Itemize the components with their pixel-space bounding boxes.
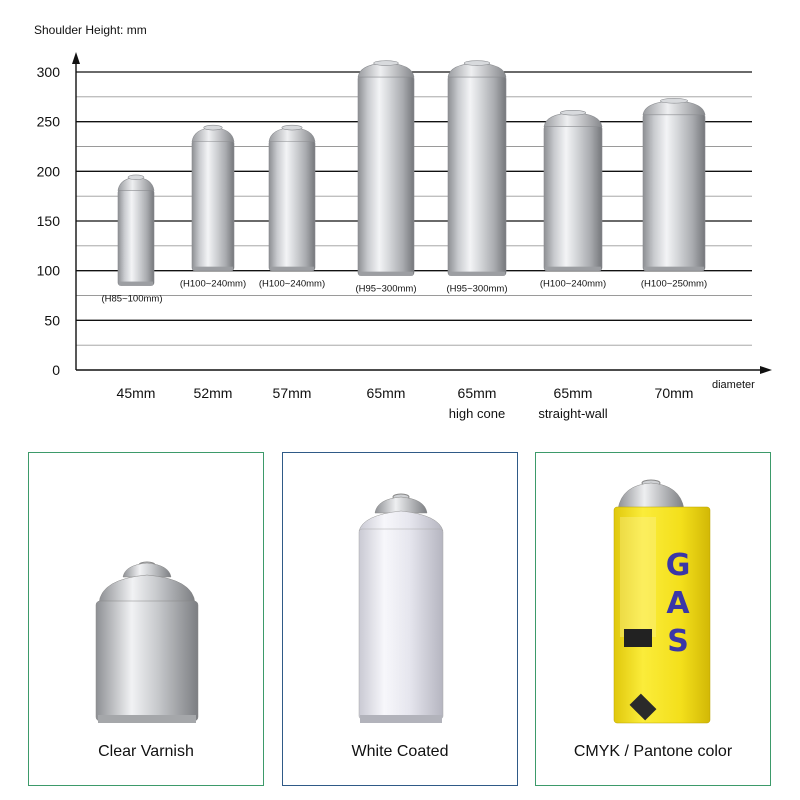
height-range-annotation: (H100~240mm): [258, 278, 326, 290]
can-body: [269, 141, 315, 271]
can-bottom-rim: [119, 282, 153, 286]
y-tick-label: 300: [36, 64, 60, 80]
finish-label: White Coated: [351, 743, 449, 760]
can-bar: [118, 175, 154, 286]
can-valve-cup: [204, 125, 222, 130]
can-valve-cup: [282, 125, 302, 130]
x-tick-label: 70mm: [654, 385, 694, 401]
x-tick-sublabel: high cone: [448, 406, 506, 421]
can-body: [544, 126, 602, 271]
x-tick-label: 65mm: [553, 385, 593, 401]
y-tick-label: 150: [36, 213, 60, 229]
x-tick-label: 65mm: [457, 385, 497, 401]
finish-label: Clear Varnish: [98, 743, 194, 760]
white-coated-can-image: [283, 453, 519, 787]
can-bar: [358, 61, 414, 276]
height-range-annotation: (H95~300mm): [355, 283, 417, 295]
y-tick-label: 250: [36, 113, 60, 130]
finish-card-clear-varnish: [28, 452, 264, 786]
x-tick-label: 45mm: [116, 385, 156, 401]
can-bottom-rim: [644, 267, 704, 271]
can-valve-cup: [374, 61, 399, 66]
can-bar: [544, 110, 602, 270]
can-body: [448, 76, 506, 276]
gas-printed-can-image: [536, 453, 772, 787]
can-body: [118, 189, 154, 285]
can-body: [643, 114, 705, 271]
y-tick-label: 50: [44, 312, 60, 329]
can-body: [358, 76, 414, 276]
gas-letter-a: A: [666, 586, 690, 621]
can-valve-cup: [464, 61, 490, 66]
height-range-annotation: (H95~300mm): [446, 283, 508, 295]
can-valve-cup: [660, 98, 687, 103]
can-bar: [192, 125, 234, 270]
can-body: [192, 141, 234, 271]
x-tick-label: 52mm: [193, 385, 233, 401]
height-range-annotation: (H100~240mm): [179, 278, 247, 290]
x-axis-label: diameter: [712, 379, 755, 391]
can-bottom-rim: [545, 267, 601, 271]
can-bottom-rim: [449, 272, 505, 276]
finish-label: CMYK / Pantone color: [573, 743, 733, 760]
gas-letter-g: G: [665, 548, 691, 583]
height-range-annotation: (H100~250mm): [640, 278, 708, 290]
can-bottom-rim: [270, 267, 314, 271]
x-axis-arrow: [760, 366, 772, 374]
finish-card-cmyk-pantone: [535, 452, 771, 786]
x-tick-label: 65mm: [366, 385, 406, 401]
finish-card-white-coated: [282, 452, 518, 786]
can-bottom-rim: [193, 267, 233, 271]
y-tick-label: 100: [36, 262, 60, 279]
height-range-annotation: (H100~240mm): [539, 278, 607, 290]
can-bar: [643, 98, 705, 270]
clear-varnish-can-image: [29, 453, 265, 787]
can-valve-cup: [128, 175, 144, 180]
y-axis-label: Shoulder Height: mm: [34, 23, 147, 37]
y-tick-label: 200: [36, 163, 60, 180]
can-bar: [448, 61, 506, 276]
gas-letter-s: S: [667, 624, 689, 659]
can-valve-cup: [560, 110, 586, 115]
y-axis-arrow: [72, 52, 80, 64]
height-range-annotation: (H85~100mm): [101, 293, 163, 305]
can-bar: [269, 125, 315, 270]
x-tick-sublabel: straight-wall: [538, 406, 608, 421]
x-tick-label: 57mm: [272, 385, 312, 401]
y-tick-label: 0: [52, 362, 60, 378]
can-bottom-rim: [359, 272, 413, 276]
